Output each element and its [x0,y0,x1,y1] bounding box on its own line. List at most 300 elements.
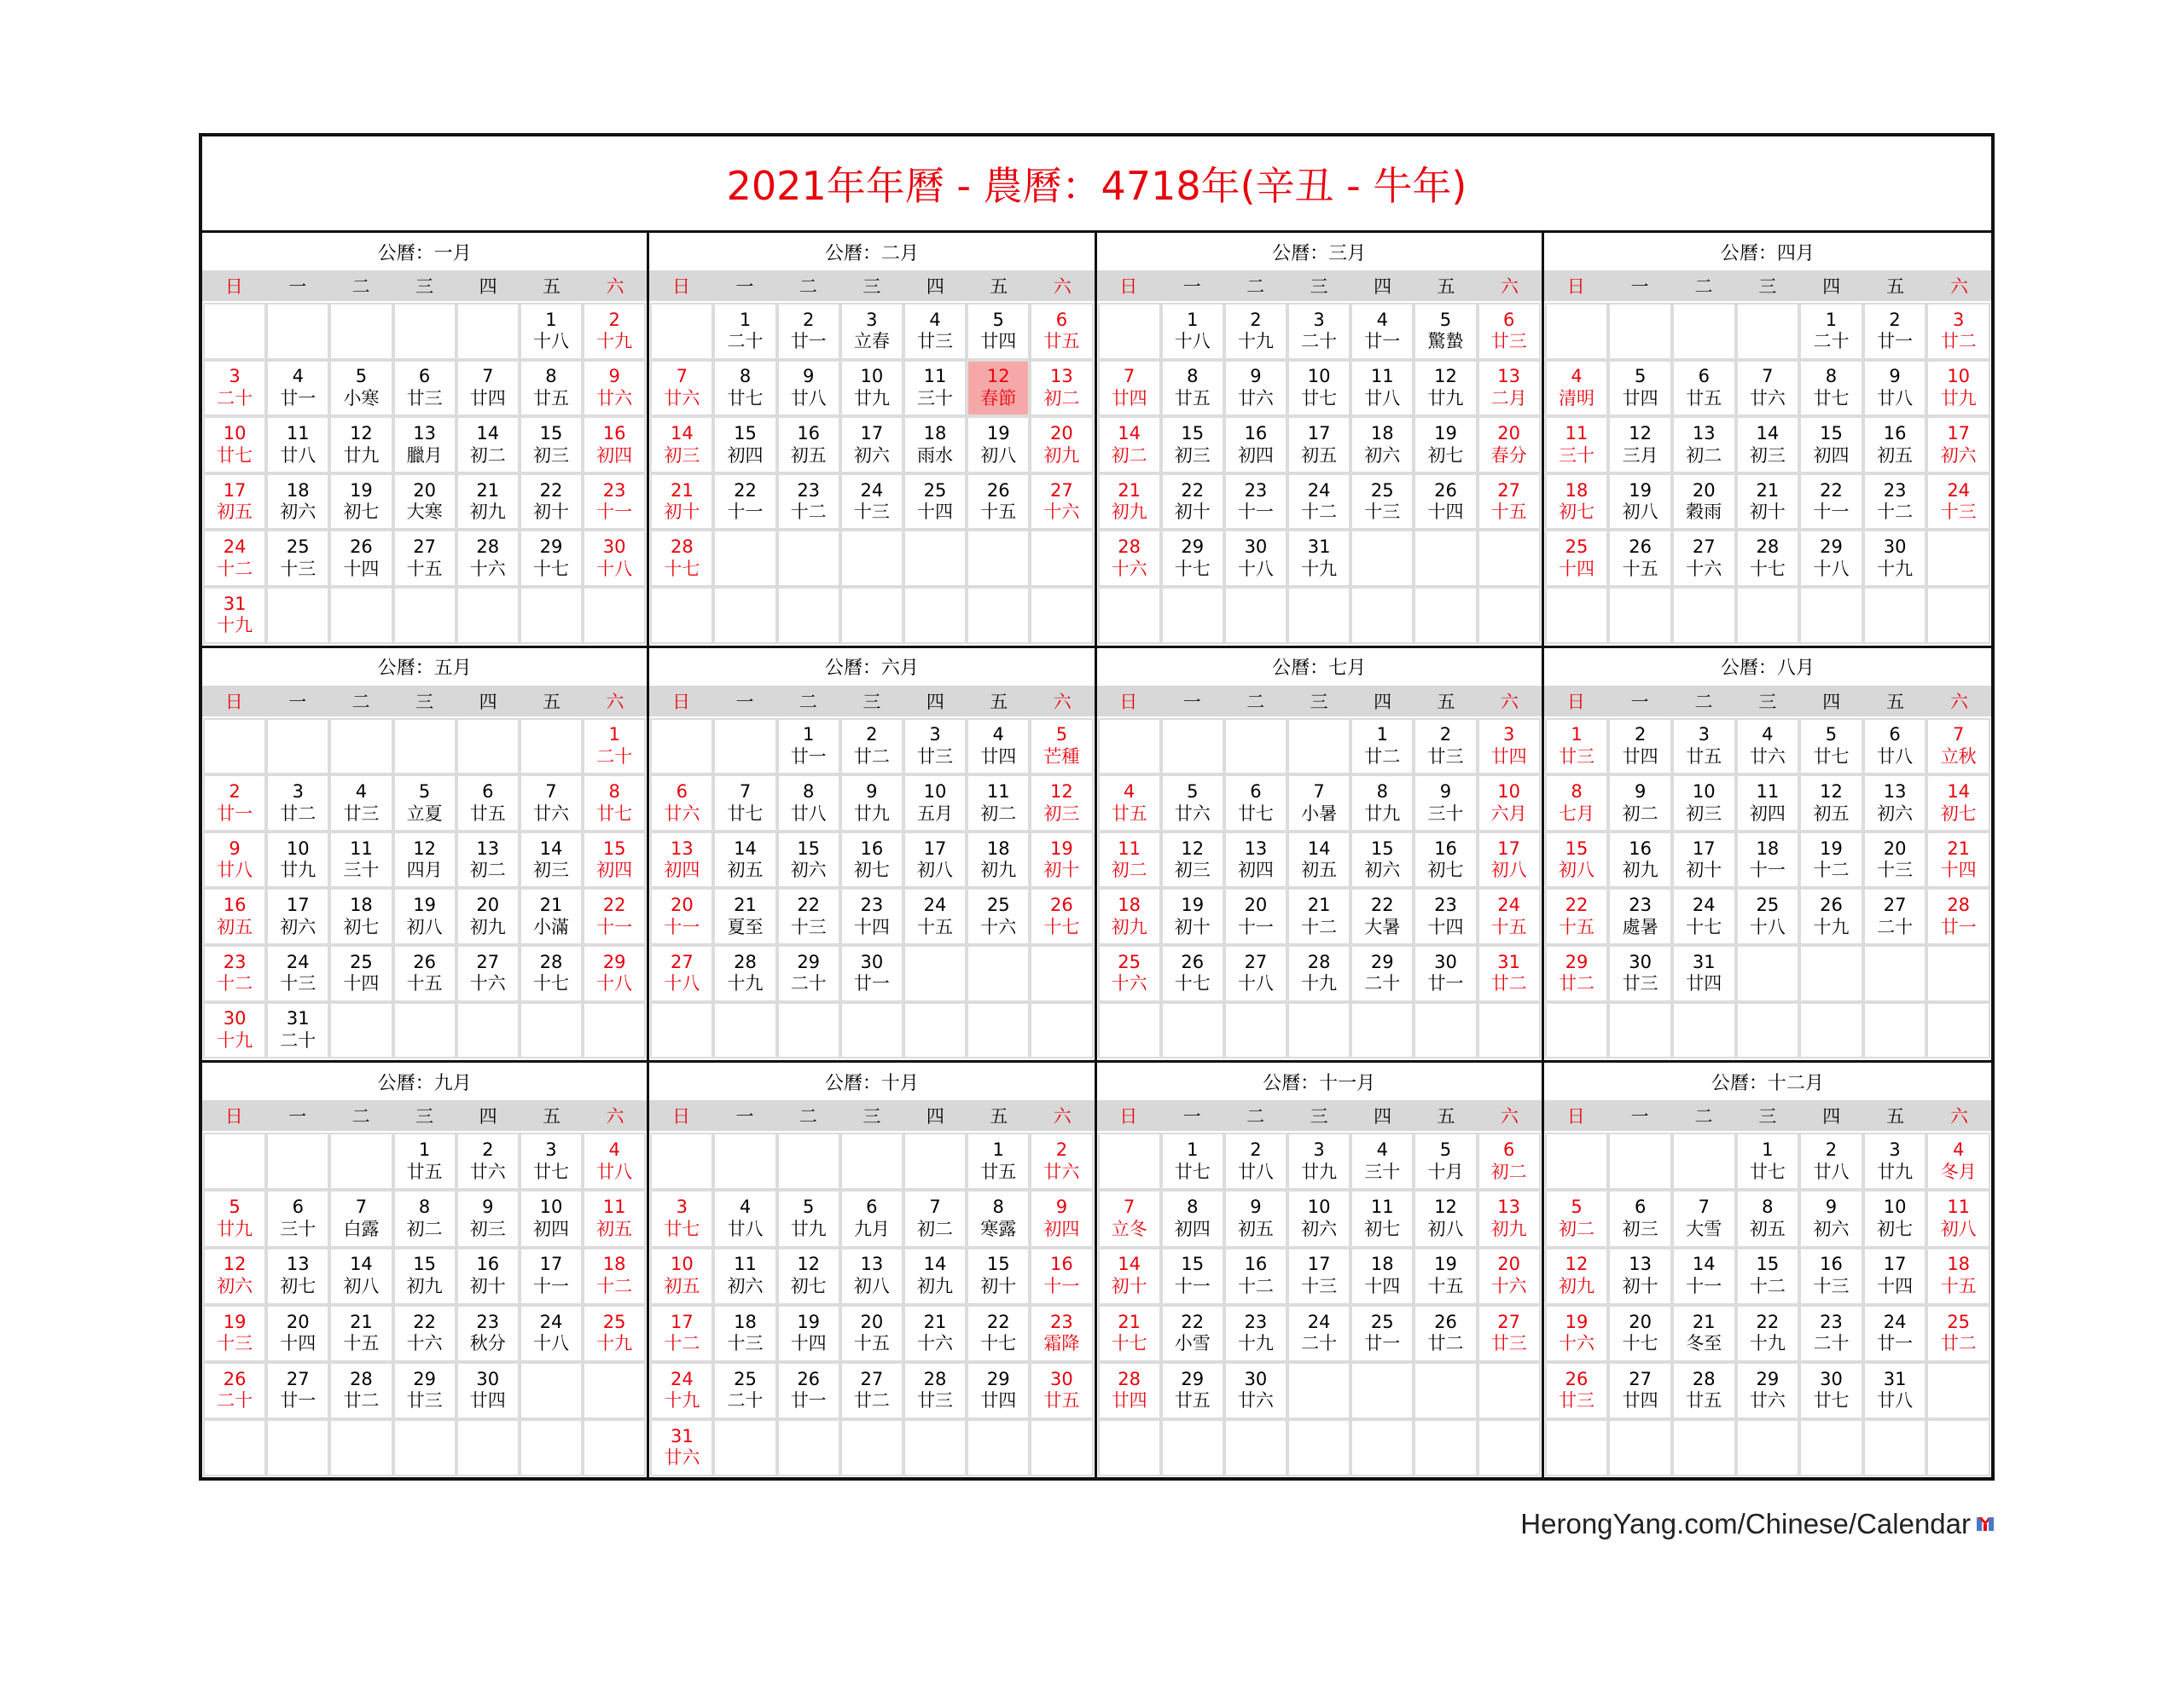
lunar-date: 十六 [1490,1276,1527,1297]
day-number: 11 [286,422,310,443]
weekday-label: 二 [1246,1106,1265,1128]
day-number: 13 [1497,1197,1521,1218]
day-number: 28 [350,1368,373,1389]
day-number: 31 [223,593,247,614]
day-number: 18 [923,422,947,443]
month-title: 公曆：四月 [1720,242,1815,264]
day-number: 13 [1244,838,1268,859]
day-number: 8 [545,366,557,387]
empty-cell [715,1421,775,1475]
lunar-date: 十二 [1301,916,1338,937]
day-cell [1031,304,1091,358]
weekday-label: 日 [224,691,243,712]
day-cell [395,418,455,472]
weekday-label: 五 [1437,276,1455,297]
day-number: 9 [803,366,815,387]
day-cell [1289,531,1349,585]
day-number: 23 [223,951,247,972]
lunar-date: 小雪 [1174,1333,1211,1354]
day-number: 5 [229,1197,241,1218]
day-number: 14 [1307,838,1331,859]
weekday-label: 日 [671,1106,690,1128]
lunar-date: 初七 [343,916,380,937]
day-number: 7 [929,1197,941,1218]
day-cell [1226,947,1286,1000]
lunar-date: 廿五 [1174,1390,1211,1412]
day-number: 29 [1565,951,1589,972]
weekday-label: 四 [1374,1106,1392,1128]
day-number: 1 [1571,724,1583,745]
day-cell [1479,1134,1539,1188]
day-cell [584,304,644,358]
day-cell [1352,304,1412,358]
day-number: 20 [476,895,500,916]
weekday-label: 一 [288,1106,307,1128]
day-cell [331,475,391,529]
empty-cell [205,720,264,774]
day-cell [1801,362,1862,415]
empty-cell [715,1004,775,1058]
day-number: 27 [1497,1311,1521,1332]
day-cell [521,1249,581,1303]
day-cell [1100,475,1159,529]
day-number: 9 [1825,1197,1838,1218]
day-cell [842,720,902,774]
day-cell [1479,1307,1539,1360]
lunar-date: 三十 [280,1218,317,1239]
day-cell [268,531,328,585]
day-number: 16 [1244,1254,1268,1275]
day-cell [1928,418,1989,472]
day-number: 3 [929,724,941,745]
day-number: 3 [1889,1139,1901,1161]
weekday-label: 四 [1822,1106,1841,1128]
lunar-date: 十六 [406,1333,443,1354]
lunar-date: 廿六 [596,387,633,409]
weekday-header [1544,270,1991,301]
day-cell [715,833,775,887]
day-number: 6 [482,780,494,802]
lunar-date: 廿四 [980,1390,1017,1412]
empty-cell [779,531,839,585]
lunar-date: 二月 [1490,387,1527,409]
lunar-date: 廿五 [1686,387,1722,409]
empty-cell [1928,588,1989,642]
day-cell [1738,418,1798,472]
lunar-date: 初三 [469,1218,506,1239]
day-cell [1289,890,1349,943]
day-number: 5 [1187,780,1199,802]
lunar-date: 臘月 [406,444,443,466]
lunar-date: 初六 [1301,1218,1338,1239]
day-cell [584,1249,644,1303]
day-number: 5 [355,366,368,387]
day-cell [1352,418,1412,472]
empty-cell [842,531,902,585]
lunar-date: 廿八 [1877,387,1914,409]
lunar-date: 十五 [1490,501,1527,523]
day-cell [715,304,775,358]
day-cell [458,947,518,1000]
weekday-label: 日 [224,1106,243,1128]
lunar-date: 初四 [596,860,633,881]
empty-cell [1738,1004,1798,1058]
day-number: 28 [1692,1368,1716,1389]
day-number: 8 [1187,1197,1199,1218]
empty-cell [1226,720,1286,774]
day-number: 7 [355,1197,368,1218]
day-cell [652,475,712,529]
day-number: 11 [1565,422,1589,443]
empty-cell [1415,588,1475,642]
weekday-label: 一 [1182,691,1201,712]
day-cell [1547,1191,1607,1245]
lunar-date: 廿二 [343,1390,380,1412]
day-cell [1547,418,1607,472]
day-cell [1610,776,1670,830]
day-number: 15 [734,422,757,443]
day-number: 12 [413,838,436,859]
day-number: 4 [1762,724,1774,745]
lunar-date: 初四 [1813,444,1850,466]
day-number: 17 [1692,838,1716,859]
day-number: 14 [1756,422,1780,443]
weekday-label: 一 [288,691,307,712]
day-number: 23 [1883,479,1907,501]
weekday-label: 三 [863,691,881,712]
day-cell [1289,1134,1349,1188]
weekday-label: 五 [543,1106,561,1128]
lunar-date: 初二 [406,1218,443,1239]
day-cell [331,947,391,1000]
lunar-date: 廿一 [1877,331,1914,352]
lunar-date: 初八 [1940,1218,1977,1239]
day-number: 21 [1307,895,1331,916]
day-number: 26 [986,479,1010,501]
empty-cell [968,1421,1028,1475]
lunar-date: 十五 [917,916,954,937]
day-cell [1163,475,1223,529]
lunar-date: 十五 [406,558,443,579]
lunar-date: 十五 [1622,558,1658,579]
day-cell [1031,1191,1091,1245]
lunar-date: 十五 [853,1333,890,1354]
day-number: 30 [1820,1368,1843,1389]
day-cell [521,947,581,1000]
day-number: 26 [1820,895,1843,916]
day-number: 18 [1565,479,1589,501]
lunar-date: 初五 [1813,803,1850,824]
lunar-date: 十七 [532,973,569,994]
day-cell [968,362,1028,415]
month-panel [1097,648,1544,1064]
day-number: 13 [860,1254,884,1275]
lunar-date: 廿二 [1559,973,1595,994]
empty-cell [1674,588,1734,642]
day-number: 24 [1883,1311,1907,1332]
day-number: 28 [923,1368,947,1389]
day-cell [1801,1249,1862,1303]
weekday-label: 日 [671,691,690,712]
lunar-date: 十七 [1686,916,1722,937]
lunar-date: 廿六 [1749,745,1786,767]
weekday-label: 日 [224,276,243,297]
lunar-date: 初二 [469,444,506,466]
day-number: 19 [413,895,436,916]
day-number: 18 [350,895,373,916]
lunar-date: 初二 [1686,444,1722,466]
day-number: 18 [1118,895,1141,916]
day-cell [842,1249,902,1303]
lunar-date: 廿一 [1877,1333,1914,1354]
day-cell [1479,776,1539,830]
lunar-date: 十六 [1686,558,1722,579]
empty-cell [905,1134,965,1188]
lunar-date: 雨水 [917,444,954,466]
weekday-header [649,686,1094,716]
lunar-date: 十五 [406,973,443,994]
day-number: 3 [1313,309,1325,330]
lunar-date: 十一 [1237,916,1274,937]
lunar-date: 廿三 [406,1390,443,1412]
lunar-date: 廿二 [1490,973,1527,994]
weekday-header [1097,686,1542,716]
day-number: 2 [1055,1139,1068,1161]
day-number: 19 [986,422,1010,443]
lunar-date: 初五 [596,1218,633,1239]
empty-cell [458,304,518,358]
day-number: 17 [670,1311,694,1332]
lunar-date: 初二 [1111,860,1147,881]
lunar-date: 十七 [532,558,569,579]
day-cell [842,1191,902,1245]
lunar-date: 廿四 [1622,1390,1658,1412]
day-cell [842,947,902,1000]
day-cell [1163,1249,1223,1303]
day-number: 21 [1118,479,1141,501]
lunar-date: 初五 [1301,444,1338,466]
day-cell [1226,418,1286,472]
lunar-date: 十三 [280,558,317,579]
day-cell [1352,475,1412,529]
day-number: 29 [1370,951,1394,972]
day-cell [1163,947,1223,1000]
lunar-date: 廿一 [1940,916,1977,937]
lunar-date: 廿一 [790,331,827,352]
day-cell [1610,833,1670,887]
day-cell [1738,833,1798,887]
weekday-label: 四 [1822,276,1841,297]
day-number: 28 [670,536,694,558]
day-cell [715,1191,775,1245]
day-cell [1479,362,1539,415]
day-cell [1352,890,1412,943]
day-cell [268,833,328,887]
day-cell [779,1307,839,1360]
day-number: 20 [1883,838,1907,859]
lunar-date: 初九 [1111,916,1147,937]
empty-cell [1415,1364,1475,1417]
day-number: 17 [1497,838,1521,859]
day-cell [1674,1364,1734,1417]
lunar-date: 廿七 [1174,1161,1211,1182]
day-number: 5 [418,780,431,802]
day-number: 11 [1370,1197,1394,1218]
empty-cell [1352,588,1412,642]
day-number: 26 [1050,895,1073,916]
day-number: 6 [1634,1197,1647,1218]
day-cell [1547,776,1607,830]
day-cell [1738,531,1798,585]
day-number: 24 [223,536,247,558]
month-title: 公曆：十月 [824,1072,919,1094]
lunar-date: 小暑 [1301,803,1338,824]
lunar-date: 初八 [917,860,954,881]
day-cell [1100,1364,1159,1417]
day-cell [1610,720,1670,774]
day-number: 29 [602,951,626,972]
lunar-date: 廿二 [280,803,317,824]
day-cell [652,947,712,1000]
lunar-date: 二十 [217,387,253,409]
day-number: 16 [223,895,247,916]
empty-cell [1163,720,1223,774]
lunar-date: 廿九 [1877,1161,1914,1182]
lunar-date: 廿三 [1490,1333,1527,1354]
lunar-date: 廿八 [790,387,827,409]
lunar-date: 十一 [532,1276,569,1297]
lunar-date: 十五 [1427,1276,1464,1297]
day-cell [1415,362,1475,415]
day-number: 30 [1629,951,1653,972]
day-cell [1547,1307,1607,1360]
lunar-date: 十六 [1111,558,1147,579]
lunar-date: 廿四 [469,1390,506,1412]
day-number: 1 [608,724,620,745]
day-number: 25 [986,895,1010,916]
weekday-label: 四 [926,691,944,712]
empty-cell [584,1421,644,1475]
lunar-date: 廿四 [1686,973,1722,994]
day-number: 23 [602,479,626,501]
lunar-date: 廿八 [1364,387,1401,409]
month-panel [1544,648,1991,1064]
day-cell [1801,1364,1862,1417]
empty-cell [584,1364,644,1417]
weekday-header [649,1100,1094,1131]
day-number: 28 [476,536,500,558]
lunar-date: 十四 [790,1333,827,1354]
empty-cell [458,720,518,774]
empty-cell [1479,588,1539,642]
month-panel [202,233,649,648]
site-footer [1520,1508,1995,1540]
day-cell [1928,362,1989,415]
lunar-date: 十八 [1237,973,1274,994]
day-cell [458,475,518,529]
day-cell [1547,475,1607,529]
lunar-date: 初七 [1427,860,1464,881]
calendar-frame [199,133,1995,1481]
lunar-date: 初六 [1813,1218,1850,1239]
lunar-date: 六月 [1490,803,1527,824]
day-number: 31 [670,1425,694,1446]
lunar-date: 廿六 [1237,1390,1274,1412]
lunar-date: 初八 [1427,1218,1464,1239]
lunar-date: 初八 [406,916,443,937]
lunar-date: 十二 [1301,501,1338,523]
weekday-label: 五 [1437,691,1455,712]
lunar-date: 初六 [1940,444,1977,466]
lunar-date: 廿七 [1237,803,1274,824]
day-number: 12 [797,1254,821,1275]
weekday-label: 四 [926,1106,944,1128]
day-number: 25 [1118,951,1141,972]
day-cell [1289,418,1349,472]
weekday-label: 五 [990,1106,1008,1128]
day-cell [905,418,965,472]
day-cell [1801,890,1862,943]
weekday-label: 五 [1886,276,1905,297]
lunar-date: 初八 [1559,860,1595,881]
empty-cell [905,588,965,642]
day-number: 21 [1118,1311,1141,1332]
day-number: 29 [539,536,563,558]
day-number: 27 [1692,536,1716,558]
lunar-date: 廿三 [917,745,954,767]
day-cell [521,1191,581,1245]
day-cell [1226,1134,1286,1188]
empty-cell [1928,1364,1989,1417]
day-number: 5 [1439,309,1452,330]
day-number: 28 [539,951,563,972]
day-number: 27 [860,1368,884,1389]
day-cell [715,1307,775,1360]
lunar-date: 十一 [1813,501,1850,523]
weekday-label: 一 [1630,276,1649,297]
lunar-date: 廿四 [980,331,1017,352]
day-cell [1479,947,1539,1000]
day-number: 10 [1307,366,1331,387]
day-cell [1289,1307,1349,1360]
weekday-label: 五 [1886,1106,1905,1128]
day-cell [1479,475,1539,529]
month-panel [1544,233,1991,648]
lunar-date: 春分 [1490,444,1527,466]
lunar-date: 十五 [1940,1276,1977,1297]
day-number: 22 [1565,895,1589,916]
day-cell [652,1191,712,1245]
day-cell [1415,1249,1475,1303]
empty-cell [715,1134,775,1188]
lunar-date: 十一 [1237,501,1274,523]
day-cell [395,1364,455,1417]
lunar-date: 初八 [1622,501,1658,523]
footer-link[interactable]: HerongYang.com/Chinese/Calendar [1520,1508,1971,1539]
lunar-date: 廿一 [280,1390,317,1412]
lunar-date: 廿九 [853,803,890,824]
weekday-label: 六 [1501,691,1519,712]
lunar-date: 廿九 [1427,387,1464,409]
day-number: 10 [286,838,310,859]
lunar-date: 初七 [1940,803,1977,824]
day-number: 12 [1181,838,1205,859]
day-number: 25 [734,1368,757,1389]
day-cell [395,833,455,887]
day-cell [331,1191,391,1245]
day-number: 22 [602,895,626,916]
day-number: 25 [1370,479,1394,501]
